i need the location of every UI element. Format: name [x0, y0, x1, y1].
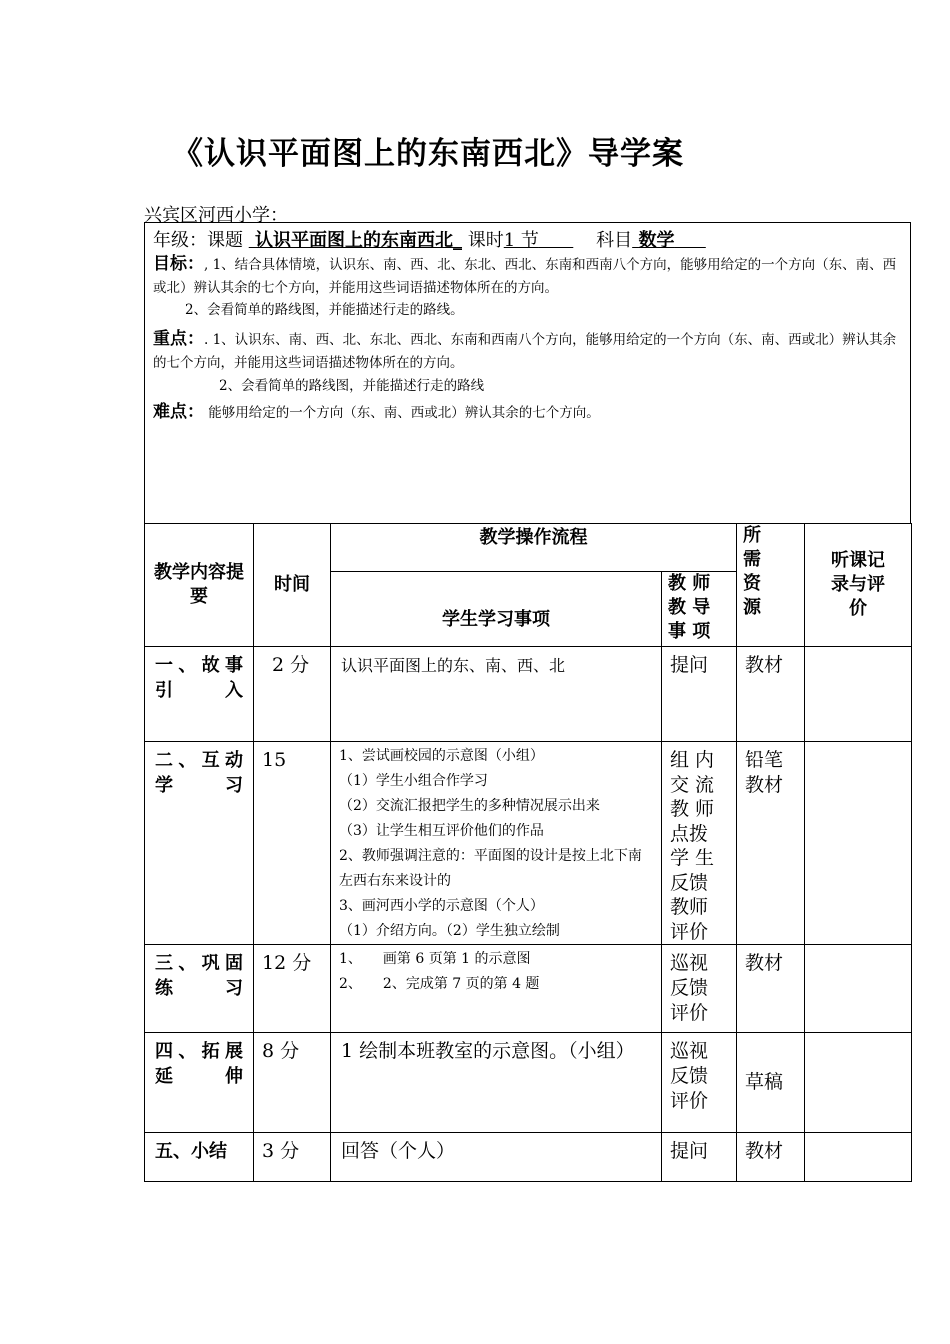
lesson-info-box	[144, 222, 911, 523]
key-section	[153, 328, 905, 375]
goal-label: 目标：	[153, 254, 204, 274]
goal-section	[153, 253, 905, 300]
lessons-label: 课时	[467, 230, 504, 251]
difficulty-label: 难点：	[153, 402, 204, 422]
row-teacher: 提问	[662, 1133, 737, 1182]
row-content: 二、互动学习	[145, 742, 254, 945]
goal-text-2: 2、会看简单的路线图，并能描述行走的路线。	[185, 302, 464, 318]
header-student: 学生学习事项	[331, 572, 662, 647]
row-student: 回答（个人）	[331, 1133, 662, 1182]
row-time: 15	[254, 742, 331, 945]
key-text-2: 2、会看简单的路线图，并能描述行走的路线	[219, 378, 485, 394]
row-student: 1 绘制本班教室的示意图。（小组）	[331, 1033, 662, 1133]
row-teacher: 巡视 反馈 评价	[662, 1033, 737, 1133]
row-content: 五、小结	[145, 1133, 254, 1182]
row-teacher: 提问	[662, 647, 737, 742]
row-notes	[805, 1033, 912, 1133]
row-notes	[805, 945, 912, 1033]
lesson-meta-line	[153, 226, 706, 252]
row-time: 2 分	[254, 647, 331, 742]
key-text: . 1、认识东、南、西、北、东北、西北、东南和西南八个方向，能够用给定的一个方向（东、南、西或北）辨认其余的七个方向，并能用这些词语描述物体所在的方向。	[153, 332, 897, 371]
row-resources: 教材	[737, 945, 805, 1033]
topic-value: 认识平面图上的东南西北_	[255, 230, 463, 251]
goal-text: , 1、结合具体情境，认识东、南、西、北、东北、西北、东南和西南八个方向，能够用给定的一个方向（东、南、西或北）辨认其余的七个方向，并能用这些词语描述物体所在的方向。	[153, 257, 897, 296]
difficulty-section	[153, 401, 905, 425]
lesson-plan-table	[144, 523, 912, 1182]
row-teacher: 巡视 反馈 评价	[662, 945, 737, 1033]
row-student: 1、尝试画校园的示意图（小组） （1）学生小组合作学习 （2）交流汇报把学生的多种情况展示出来 （3）让学生相互评价他们的作品 2、教师强调注意的：平面图的设计是按上北下南左西右东来设计的 3、画河西小学的示意图（个人） （1）介绍方向。（2）学生独立绘制	[331, 742, 662, 945]
lessons-value: 1 节	[503, 230, 539, 251]
header-teacher: 教 师 教 导 事 项	[662, 572, 737, 647]
row-resources: 铅笔 教材	[737, 742, 805, 945]
row-student: 1、 画第 6 页第 1 的示意图 2、 2、完成第 7 页的第 4 题	[331, 945, 662, 1033]
row-resources: 教材	[737, 1133, 805, 1182]
row-resources: 教材	[737, 647, 805, 742]
school-name: 兴宾区河西小学：	[144, 205, 288, 226]
table-row	[145, 647, 912, 742]
header-resources: 所 需 资 源	[737, 524, 805, 647]
header-time: 时间	[254, 524, 331, 647]
row-content: 四、拓展延伸	[145, 1033, 254, 1133]
row-notes	[805, 1133, 912, 1182]
row-content: 三、巩固练习	[145, 945, 254, 1033]
header-row-1	[145, 524, 912, 572]
row-content: 一、故事引入	[145, 647, 254, 742]
header-flow: 教学操作流程	[331, 524, 737, 572]
header-content: 教学内容提要	[145, 524, 254, 647]
header-notes: 听课记录与评价	[805, 524, 912, 647]
row-notes	[805, 647, 912, 742]
table-row	[145, 945, 912, 1033]
grade-label: 年级：	[153, 230, 207, 251]
row-time: 8 分	[254, 1033, 331, 1133]
subject-value: 数学	[638, 230, 675, 251]
row-student: 认识平面图上的东、南、西、北	[331, 647, 662, 742]
row-teacher: 组 内 交 流 教 师 点拨 学 生 反馈 教师 评价	[662, 742, 737, 945]
row-notes	[805, 742, 912, 945]
table-row	[145, 1033, 912, 1133]
row-time: 3 分	[254, 1133, 331, 1182]
key-label: 重点：	[153, 329, 204, 349]
subject-label: 科目	[596, 230, 633, 251]
topic-label: 课题	[207, 230, 243, 251]
table-row	[145, 1133, 912, 1182]
page-title: 《认识平面图上的东南西北》导学案	[172, 136, 684, 172]
table-row	[145, 742, 912, 945]
difficulty-text: 能够用给定的一个方向（东、南、西或北）辨认其余的七个方向。	[208, 405, 600, 421]
row-time: 12 分	[254, 945, 331, 1033]
row-resources: 草稿	[737, 1033, 805, 1133]
